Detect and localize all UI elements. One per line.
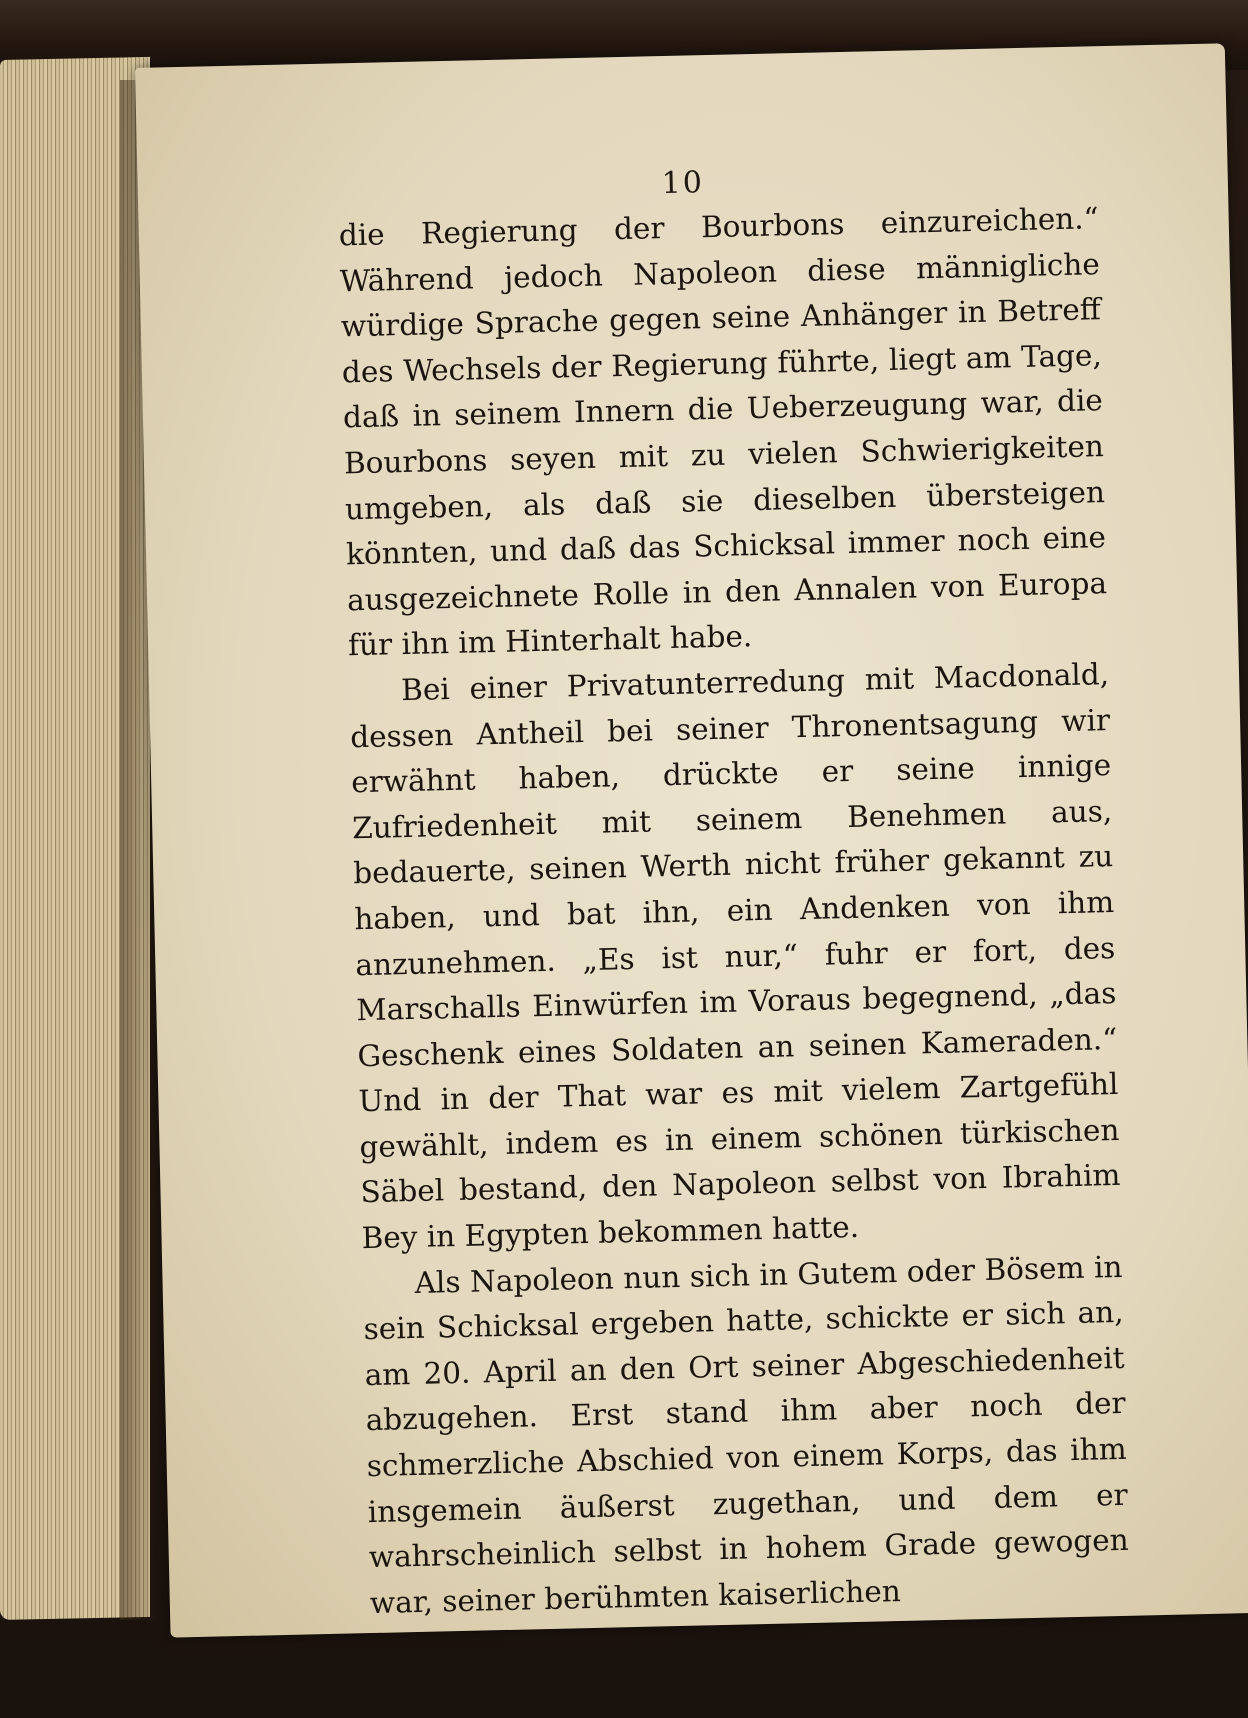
page-text [338, 196, 1130, 1626]
book-page [135, 43, 1248, 1637]
paragraph-2: Bei einer Privatunterredung mit Macdonald, dessen Antheil bei seiner Thronentsagung wir erwähnt haben, drückte er seine innige Zufriedenheit mit seinem Benehmen aus, bedauerte, seinen Werth nicht früher gekannt zu haben, und bat ihn, ein Andenken von ihm anzunehmen. „Es ist nur,“ fuhr er fort, des Marschalls Einwürfen im Voraus begegnend, „das Geschenk eines Soldaten an seinen Kameraden.“ Und in der That war es mit vielem Zartgefühl gewählt, indem es in einem schönen türkischen Säbel bestand, den Napoleon selbst von Ibrahim Bey in Egypten bekommen hatte. [349, 657, 1121, 1256]
page-number: 10 [661, 165, 705, 202]
paragraph-3: Als Napoleon nun sich in Gutem oder Bösem in sein Schicksal ergeben hatte, schickte er sich an, am 20. April an den Ort seiner Abgeschiedenheit abzugehen. Erst stand ihm aber noch der schmerzliche Abschied von einem Korps, das ihm insgemein äußerst zugethan, und dem er wahrscheinlich selbst in hohem Grade gewogen war, seiner berühmten kaiserlichen [363, 1249, 1130, 1620]
paragraph-1: die Regierung der Bourbons einzureichen.“ Während jedoch Napoleon diese männigliche würdige Sprache gegen seine Anhänger in Betreff des Wechsels der Regierung führte, liegt am Tage, daß in seinem Innern die Ueberzeugung war, die Bourbons seyen mit zu vielen Schwierigkeiten umgeben, als daß sie dieselben übersteigen könnten, und daß das Schicksal immer noch eine ausgezeichnete Rolle in den Annalen von Europa für ihn im Hinterhalt habe. [338, 201, 1108, 663]
